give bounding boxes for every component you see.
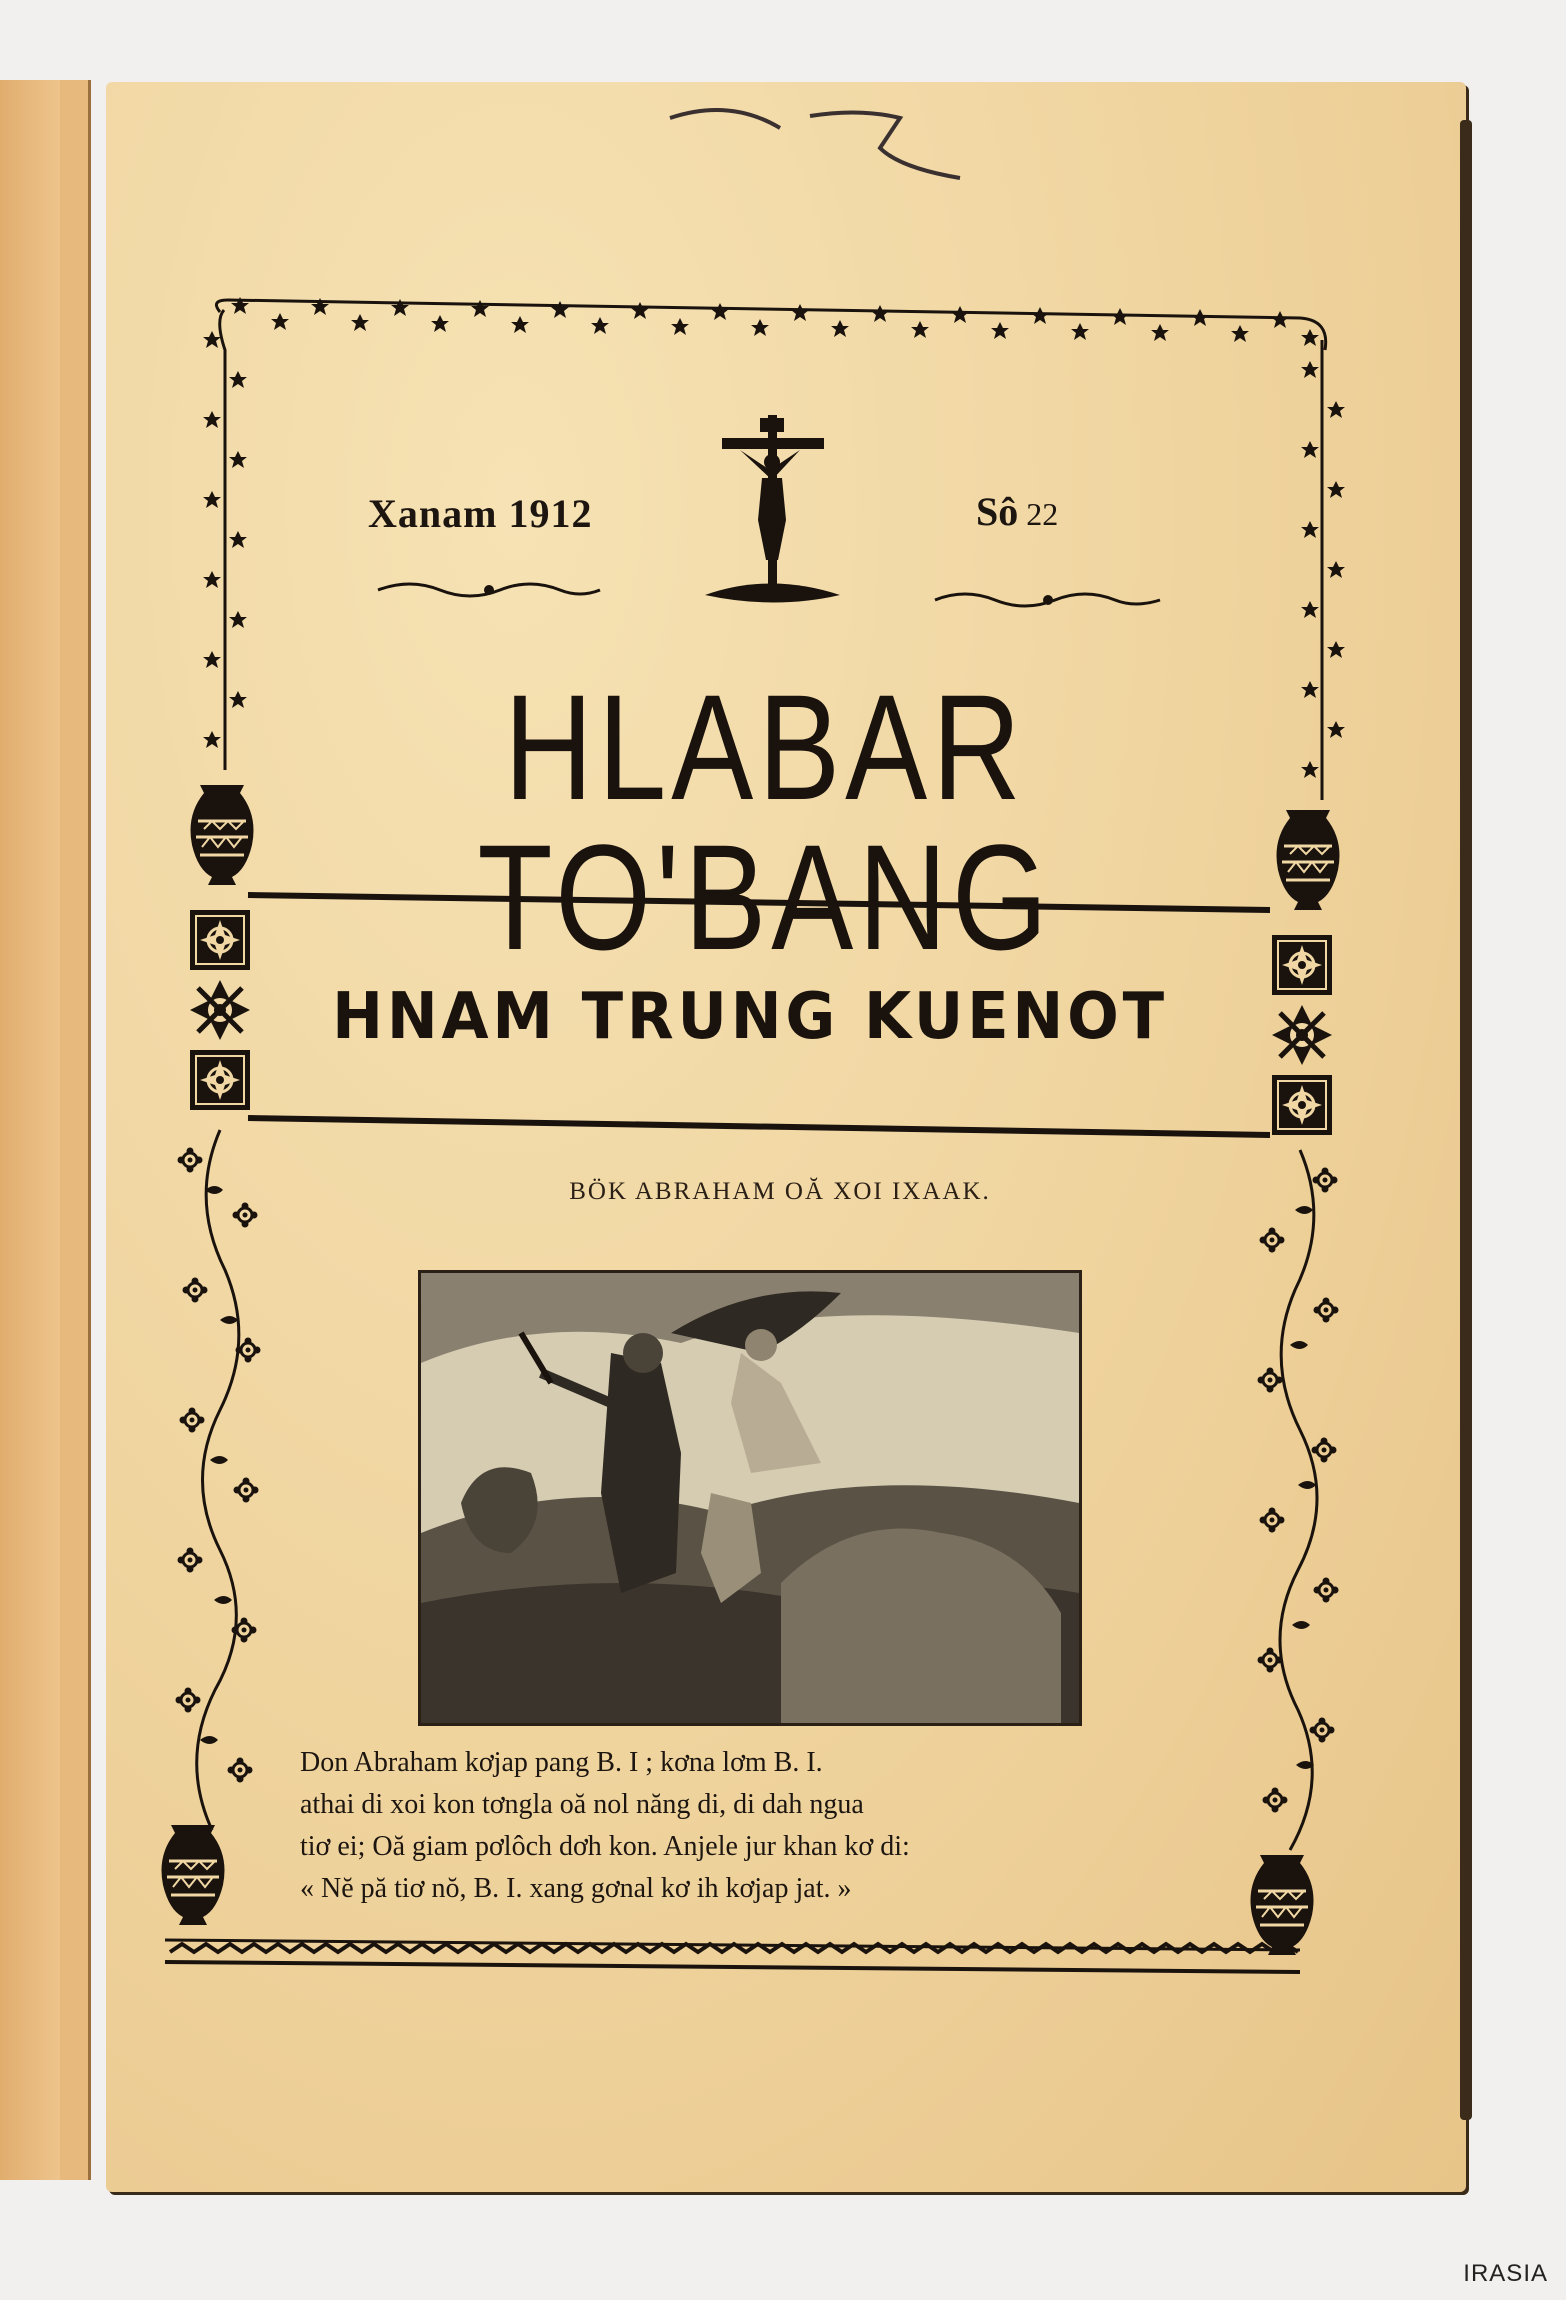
star-vine-icon: [231, 297, 1319, 346]
illustration-caption: BÖK ABRAHAM OĂ XOI IXAAK.: [569, 1178, 991, 1205]
issue-number-label: Sô: [976, 489, 1019, 534]
issue-date: Xanam 1912: [368, 491, 593, 536]
story-text: [300, 1742, 1184, 1910]
story-line: tiơ ei; Oă giam pơlôch dơh kon. Anjele jur khan kơ di:: [300, 1831, 910, 1862]
issue-number: [976, 488, 1058, 535]
crucifix-icon: [705, 415, 840, 603]
page-subtitle: HNAM TRUNG KUENOT: [332, 980, 1168, 1054]
sacrifice-engraving-image: [421, 1273, 1079, 1723]
story-line: Don Abraham kơjap pang B. I ; kơna lơm B. I.: [300, 1747, 823, 1778]
illustration: [418, 1270, 1082, 1726]
vase-icon: [191, 785, 254, 885]
ornament-square-icon: [190, 910, 250, 970]
watermark: IRASIA: [1463, 2260, 1548, 2287]
page-title: HLABAR TO'BANG: [477, 663, 1053, 981]
issue-number-value: 22: [1026, 496, 1059, 532]
story-line: « Nĕ pă tiơ nŏ, B. I. xang gơnal kơ ih kơjap jat. »: [300, 1873, 852, 1904]
story-line: athai di xoi kon tơngla oă nol năng di, di dah ngua: [300, 1789, 864, 1820]
